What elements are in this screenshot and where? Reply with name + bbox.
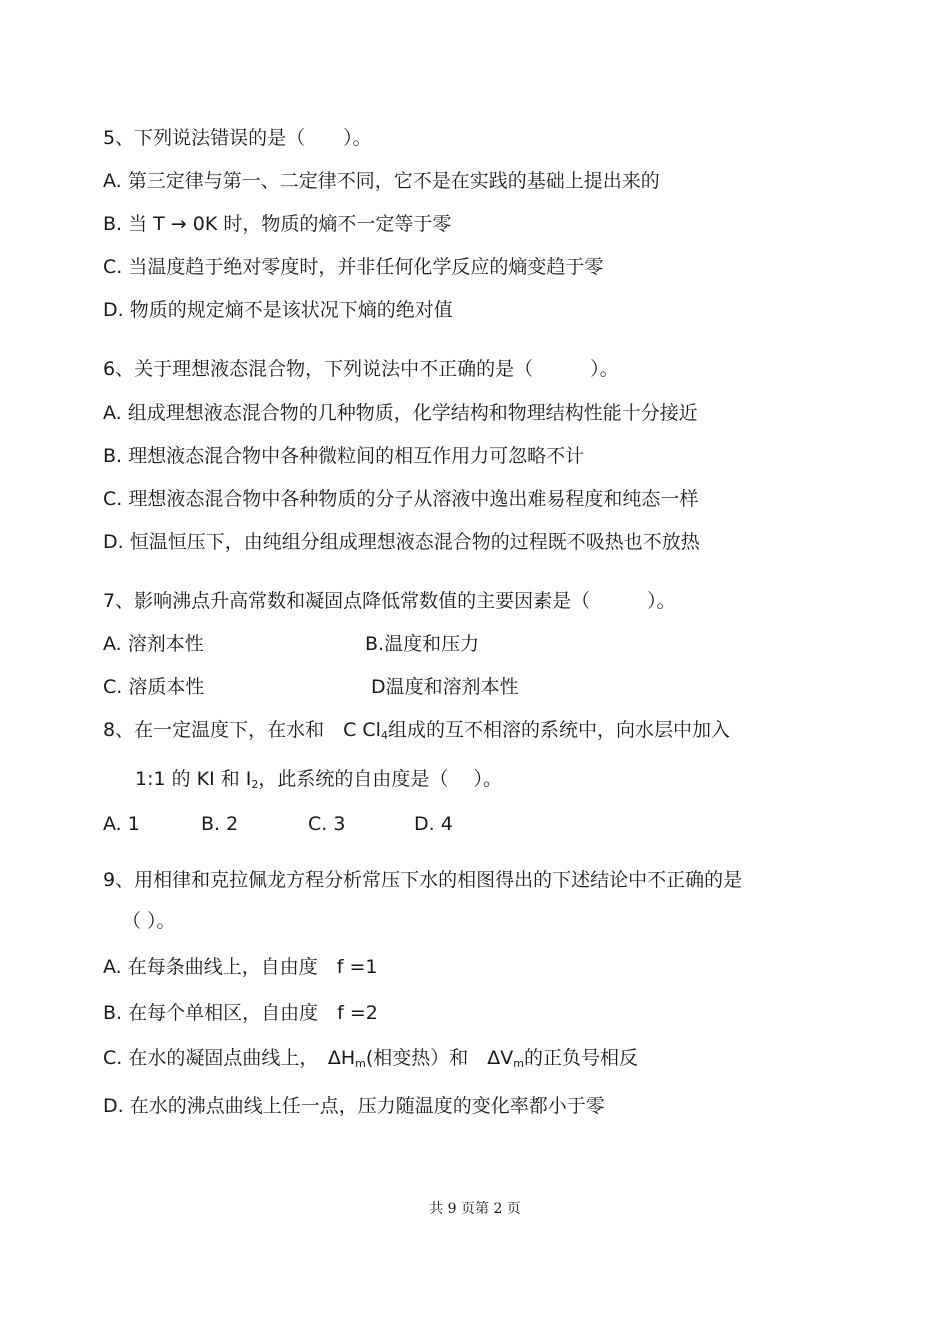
question-5-option-b: B. 当 T → 0K 时，物质的熵不一定等于零: [103, 213, 452, 235]
question-6-option-a: A. 组成理想液态混合物的几种物质，化学结构和物理结构性能十分接近: [103, 402, 698, 424]
question-8-stem-part2: 组成的互不相溶的系统中，向水层中加入: [387, 719, 730, 741]
question-9-option-a: A. 在每条曲线上，自由度 f =1: [103, 956, 378, 978]
question-5-option-c: C. 当温度趋于绝对零度时，并非任何化学反应的熵变趋于零: [103, 256, 604, 278]
question-8-stem-part1: 8、在一定温度下，在水和 C Cl: [103, 719, 381, 741]
question-7-option-c: C. 溶质本性: [103, 676, 205, 698]
question-7-option-b: B.温度和压力: [365, 633, 480, 655]
question-7-row-1: [103, 632, 480, 656]
question-9-option-c: [103, 1046, 638, 1076]
question-8-option-b: B. 2: [201, 813, 239, 835]
question-9-option-d: D. 在水的沸点曲线上任一点，压力随温度的变化率都小于零: [103, 1095, 605, 1117]
question-8-stem2-part1: 1:1 的 KI 和 I: [135, 768, 252, 790]
question-8-stem2-subscript: 2: [251, 778, 259, 791]
question-7-row-2: [103, 675, 519, 699]
question-8-stem2-part2: ，此系统的自由度是（ ）。: [258, 768, 502, 790]
question-8-stem: [103, 718, 730, 748]
question-9-option-c-subscript-2: m: [513, 1057, 524, 1070]
question-5-stem: 5、下列说法错误的是（ ）。: [103, 127, 372, 149]
question-8-stem-subscript: 4: [380, 729, 388, 742]
question-7-option-a: A. 溶剂本性: [103, 633, 204, 655]
question-6-stem: 6、关于理想液态混合物，下列说法中不正确的是（ ）。: [103, 358, 619, 380]
question-5-option-a: A. 第三定律与第一、二定律不同，它不是在实践的基础上提出来的: [103, 170, 660, 192]
question-9-option-c-part2: (相变热）和 ΔV: [365, 1047, 514, 1069]
question-9-option-c-part3: 的正负号相反: [524, 1047, 639, 1069]
question-5-option-d: D. 物质的规定熵不是该状况下熵的绝对值: [103, 299, 453, 321]
question-6-option-b: B. 理想液态混合物中各种微粒间的相互作用力可忽略不计: [103, 445, 585, 467]
question-9-option-b: B. 在每个单相区，自由度 f =2: [103, 1002, 378, 1024]
question-9-stem-line2: （ ）。: [122, 910, 176, 932]
question-7-stem: 7、影响沸点升高常数和凝固点降低常数值的主要因素是（ ）。: [103, 590, 676, 612]
question-9-option-c-part1: C. 在水的凝固点曲线上， ΔH: [103, 1047, 356, 1069]
question-6-option-c: C. 理想液态混合物中各种物质的分子从溶液中逸出难易程度和纯态一样: [103, 488, 699, 510]
question-8-option-a: A. 1: [103, 813, 140, 835]
question-6-option-d: D. 恒温恒压下，由纯组分组成理想液态混合物的过程既不吸热也不放热: [103, 531, 700, 553]
question-8-option-d: D. 4: [414, 813, 453, 835]
question-8-stem-line2: [135, 767, 502, 797]
question-9-stem: 9、用相律和克拉佩龙方程分析常压下水的相图得出的下述结论中不正确的是: [103, 869, 743, 891]
question-7-option-d: D温度和溶剂本性: [371, 676, 519, 698]
question-8-option-c: C. 3: [308, 813, 346, 835]
page-footer: 共 9 页第 2 页: [429, 1201, 521, 1217]
question-9-option-c-subscript-1: m: [355, 1057, 366, 1070]
